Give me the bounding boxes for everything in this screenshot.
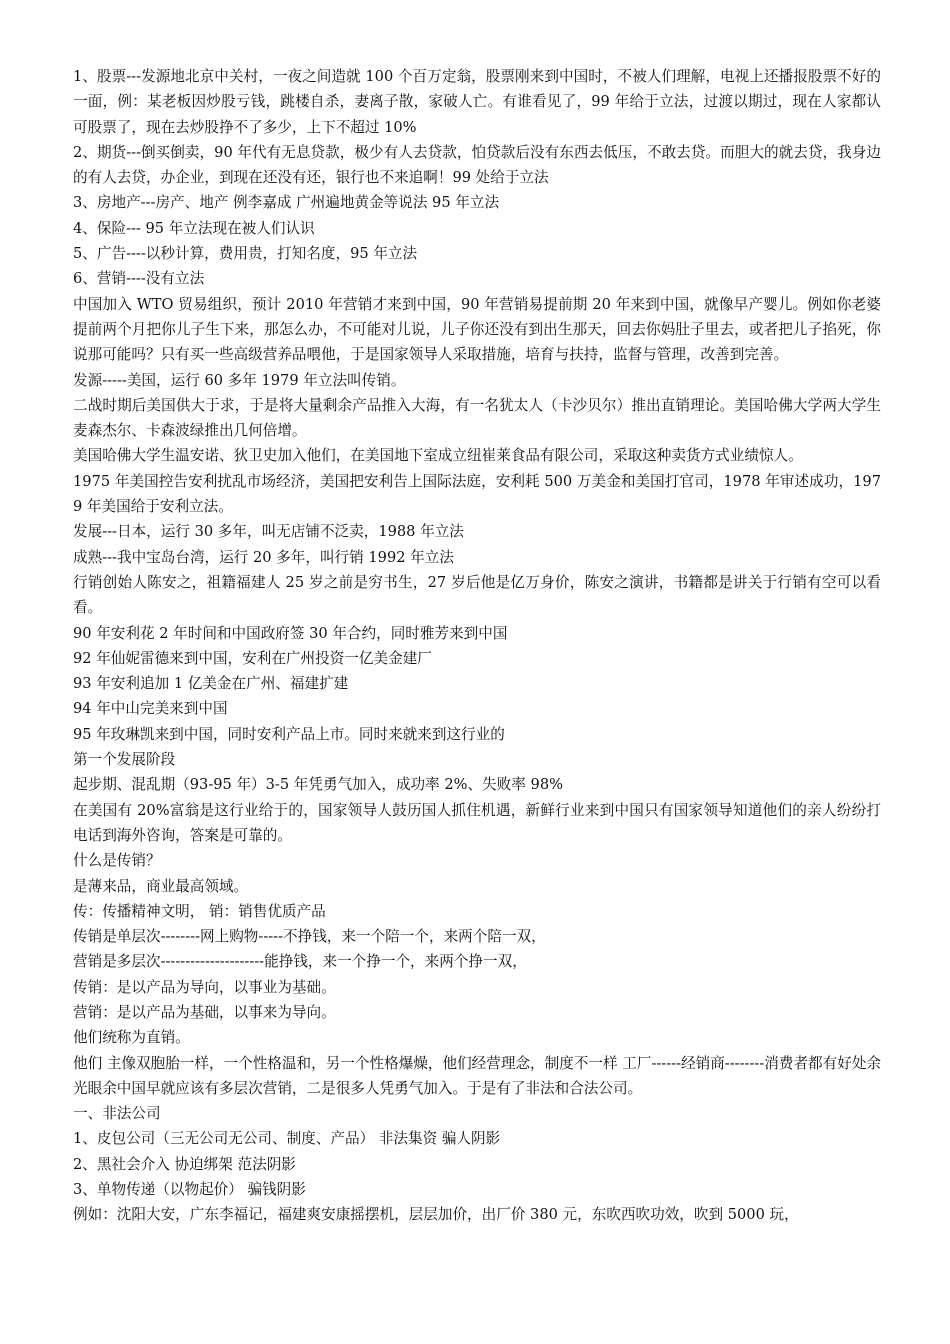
paragraph-wwii: 二战时期后美国供大于求，于是将大量剩余产品推入大海，有一名犹太人（卡沙贝尔）推出直销理论。美国哈佛大学两大学生麦森杰尔、卡森波绿推出几何倍增。 — [73, 396, 881, 440]
paragraph-briefcase-company: 1、皮包公司（三无公司无公司、制度、产品） 非法集资 骗人阴影 — [73, 1130, 501, 1148]
paragraph-japan: 发展---日本，运行 30 多年，叫无店铺不泛卖，1988 年立法 — [73, 523, 464, 541]
paragraph-wto: 中国加入 WTO 贸易组织，预计 2010 年营销才来到中国，90 年营销易提前期 20 年来到中国，就像早产婴儿。例如你老婆提前两个月把你儿子生下来，那怎么办，不可能对儿说，儿子你还没有到出生那天，回去你妈肚子里去，或者把儿子掐死，你说那可能吗？只有买一些高级营养品喂他，于是国家领导人采取措施，培育与扶持，监督与管理，改善到完善。 — [73, 295, 881, 364]
heading-first-stage: 第一个发展阶段 — [73, 751, 176, 769]
paragraph-harvard: 美国哈佛大学生温安诺、狄卫史加入他们，在美国地下室成立纽崔莱食品有限公司，采取这种卖货方式业绩惊人。 — [73, 447, 803, 465]
paragraph-founder: 行销创始人陈安之，祖籍福建人 25 岁之前是穷书生，27 岁后他是亿万身价，陈安之演讲，书籍都是讲关于行销有空可以看看。 — [73, 573, 881, 617]
paragraph-year-93: 93 年安利追加 1 亿美金在广州、福建扩建 — [73, 675, 349, 693]
paragraph-taiwan: 成熟---我中宝岛台湾，运行 20 多年，叫行销 1992 年立法 — [73, 548, 454, 566]
paragraph-real-estate: 3、房地产---房产、地产 例李嘉成 广州遍地黄金等说法 95 年立法 — [73, 194, 500, 212]
paragraph-year-95: 95 年玫琳凯来到中国，同时安利产品上市。同时来就来到这行业的 — [73, 725, 505, 743]
paragraph-insurance: 4、保险--- 95 年立法现在被人们认识 — [73, 219, 315, 237]
paragraph-advertising: 5、广告----以秒计算，费用贵，打知名度，95 年立法 — [73, 245, 418, 263]
heading-illegal-companies: 一、非法公司 — [73, 1105, 161, 1123]
paragraph-examples: 例如：沈阳大安，广东李福记，福建爽安康摇摆机，层层加价，出厂价 380 元，东吹西吹功效，吹到 5000 玩， — [73, 1206, 799, 1224]
paragraph-year-94: 94 年中山完美来到中国 — [73, 700, 228, 718]
heading-what-is: 什么是传销？ — [73, 852, 161, 870]
paragraph-single-level: 传销是单层次--------网上购物-----不挣钱，来一个陪一个，来两个陪一双， — [73, 928, 546, 946]
paragraph-futures: 2、期货---倒买倒卖，90 年代有无息贷款，极少有人去贷款，怕贷款后没有东西去低压，不敢去贷。而胆大的就去贷，我身边的有人去贷，办企业，到现在还没有还，银行也不来追啊！99 处给于立法 — [73, 143, 881, 187]
paragraph-1975: 1975 年美国控告安利扰乱市场经济，美国把安利告上国际法庭，安利耗 500 万美金和美国打官司，1978 年审述成功，1979 年美国给于安利立法。 — [73, 472, 881, 516]
paragraph-origin: 发源-----美国，运行 60 多年 1979 年立法叫传销。 — [73, 371, 406, 389]
paragraph-usa-rich: 在美国有 20%富翁是这行业给于的，国家领导人鼓历国人抓住机遇，新鲜行业来到中国只有国家领导知道他们的亲人纷纷打电话到海外咨询，答案是可靠的。 — [73, 801, 881, 844]
paragraph-chuan-xiao-basis: 传销：是以产品为导向，以事业为基础。 — [73, 978, 336, 996]
paragraph-year-92: 92 年仙妮雷德来到中国，安利在广州投资一亿美金建厂 — [73, 649, 432, 667]
paragraph-twins: 他们 主像双胞胎一样，一个性格温和，另一个性格爆燥，他们经营理念，制度不一样 工厂------经销商--------消费者都有好处余光眼余中国早就应该有多层次营销，二是很多人凭勇气加入。于是有了非法和合法公司。 — [73, 1054, 882, 1097]
paragraph-definition: 是薄来品，商业最高领域。 — [73, 877, 249, 895]
paragraph-multi-level: 营销是多层次---------------------能挣钱，来一个挣一个，来两个挣一双， — [73, 953, 527, 971]
paragraph-ying-xiao-basis: 营销：是以产品为基础，以事来为导向。 — [73, 1003, 336, 1021]
paragraph-gangs: 2、黑社会介入 协迫绑架 范法阴影 — [73, 1155, 296, 1173]
paragraph-stocks: 1、股票---发源地北京中关村，一夜之间造就 100 个百万定翁，股票刚来到中国时，不被人们理解，电视上还播报股票不好的一面，例：某老板因炒股亏钱，跳楼自杀，妻离子散，家破人亡。有谁看见了，99 年给于立法，过渡以期过，现在人家都认可股票了，现在去炒股挣不了多少，上下不超过 10% — [73, 68, 881, 136]
paragraph-year-90: 90 年安利花 2 年时间和中国政府签 30 年合约，同时雅芳来到中国 — [73, 624, 508, 642]
paragraph-chuan-xiao: 传：传播精神文明， 销：销售优质产品 — [73, 902, 326, 920]
document-page — [73, 64, 881, 1228]
paragraph-marketing: 6、营销----没有立法 — [73, 270, 205, 288]
paragraph-early-stage: 起步期、混乱期（93-95 年）3-5 年凭勇气加入，成功率 2%、失败率 98% — [73, 776, 563, 794]
paragraph-single-item: 3、单物传递（以物起价） 骗钱阴影 — [73, 1181, 306, 1199]
paragraph-direct-selling: 他们统称为直销。 — [73, 1029, 190, 1047]
